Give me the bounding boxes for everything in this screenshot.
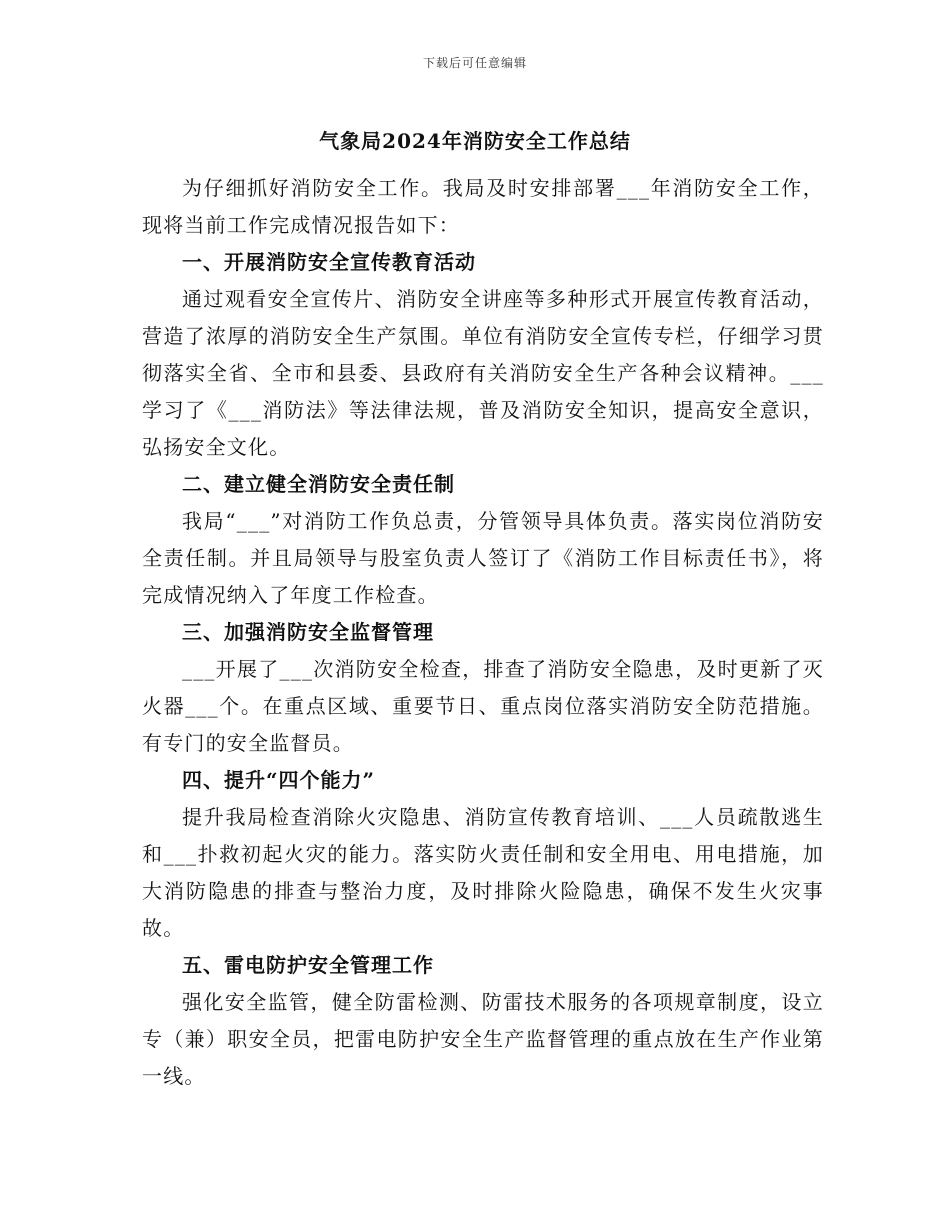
section-body-4: 提升我局检查消除火灾隐患、消防宣传教育培训、___人员疏散逃生和___扑救初起火灾的能力。落实防火责任制和安全用电、用电措施，加大消防隐患的排查与整治力度，及时排除火险隐患，确保不发生火灾事故。: [142, 805, 824, 940]
document-body: [142, 170, 824, 1095]
section-heading-2: 二、建立健全消防安全责任制: [182, 472, 455, 496]
section-heading-4: 四、提升“四个能力”: [182, 768, 376, 792]
intro-paragraph: 为仔细抓好消防安全工作。我局及时安排部署___年消防安全工作，现将当前工作完成情况报告如下：: [142, 176, 824, 237]
section-heading-1: 一、开展消防安全宣传教育活动: [182, 250, 476, 274]
document-title: 气象局2024年消防安全工作总结: [319, 129, 631, 153]
section-body-1: 通过观看安全宣传片、消防安全讲座等多种形式开展宣传教育活动，营造了浓厚的消防安全生产氛围。单位有消防安全宣传专栏，仔细学习贯彻落实全省、全市和县委、县政府有关消防安全生产各种会议精神。___学习了《___消防法》等法律法规，普及消防安全知识，提高安全意识，弘扬安全文化。: [142, 287, 824, 459]
header-note: 下载后可任意编辑: [422, 56, 527, 70]
section-body-3: ___开展了___次消防安全检查，排查了消防安全隐患，及时更新了灭火器___个。在重点区域、重要节日、重点岗位落实消防安全防范措施。有专门的安全监督员。: [142, 657, 824, 755]
section-heading-3: 三、加强消防安全监督管理: [182, 620, 434, 644]
section-heading-5: 五、雷电防护安全管理工作: [182, 953, 434, 977]
section-body-5: 强化安全监管，健全防雷检测、防雷技术服务的各项规章制度，设立专（兼）职安全员，把雷电防护安全生产监督管理的重点放在生产作业第一线。: [142, 990, 824, 1088]
section-body-2: 我局“___”对消防工作负总责，分管领导具体负责。落实岗位消防安全责任制。并且局领导与股室负责人签订了《消防工作目标责任书》，将完成情况纳入了年度工作检查。: [142, 509, 824, 607]
